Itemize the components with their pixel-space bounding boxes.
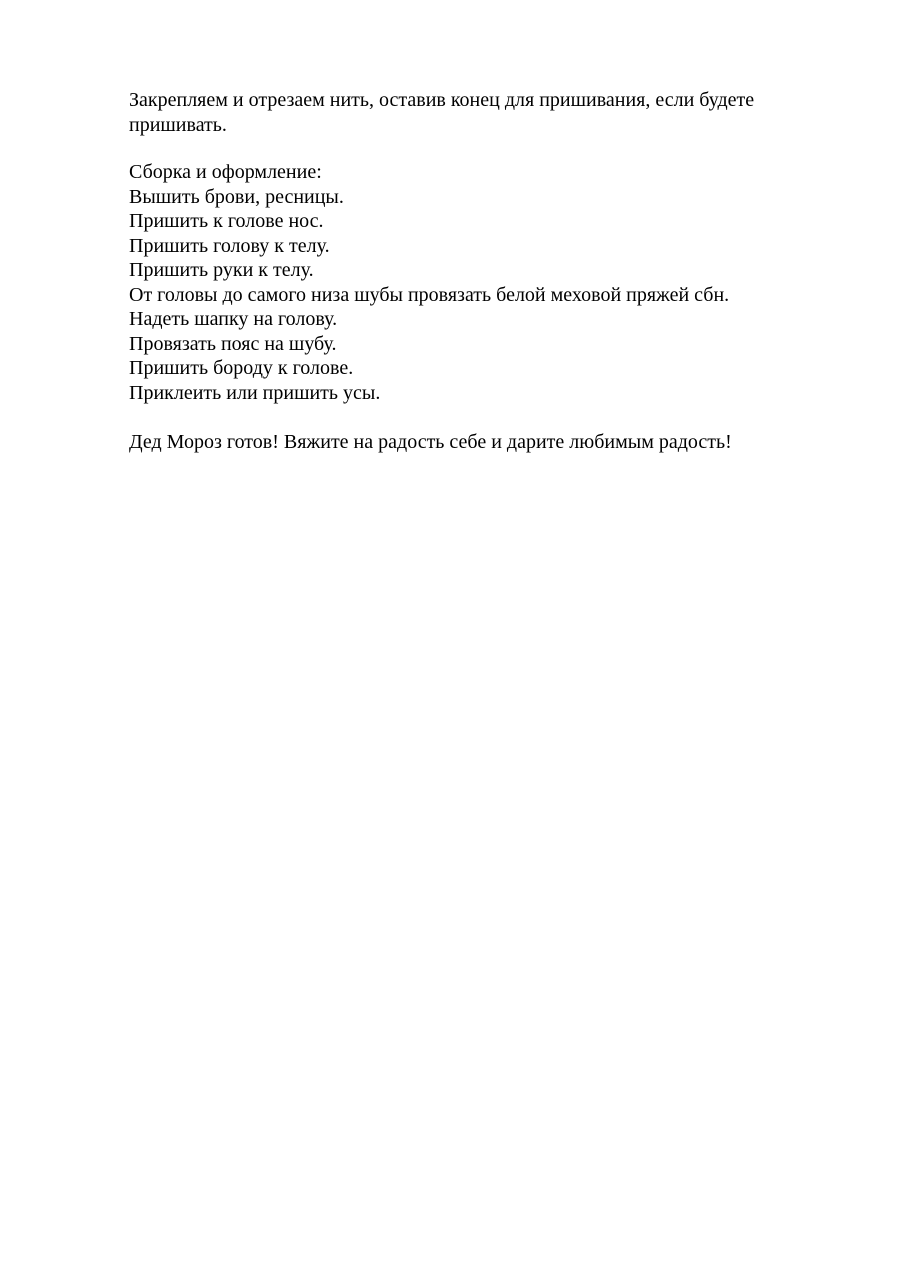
assembly-step: Провязать пояс на шубу. [129,332,337,355]
assembly-step: Пришить к голове нос. [129,210,324,232]
assembly-step: Надеть шапку на голову. [129,308,338,330]
intro-line: пришивать. [129,113,227,136]
assembly-step: Приклеить или пришить усы. [129,381,381,404]
intro-line: Закрепляем и отрезаем нить, оставив конец для пришивания, если будете [129,89,755,111]
assembly-step: Вышить брови, ресницы. [129,185,344,208]
assembly-step: Пришить бороду к голове. [129,357,354,379]
assembly-step: От головы до самого низа шубы провязать белой меховой пряжей сбн. [129,283,730,306]
assembly-section [129,160,809,405]
closing-paragraph [129,430,809,455]
assembly-step: Пришить руки к телу. [129,259,314,281]
assembly-heading: Сборка и оформление: [129,161,322,183]
closing-line: Дед Мороз готов! Вяжите на радость себе и дарите любимым радость! [129,431,732,453]
assembly-step: Пришить голову к телу. [129,234,330,257]
intro-paragraph [129,88,809,137]
